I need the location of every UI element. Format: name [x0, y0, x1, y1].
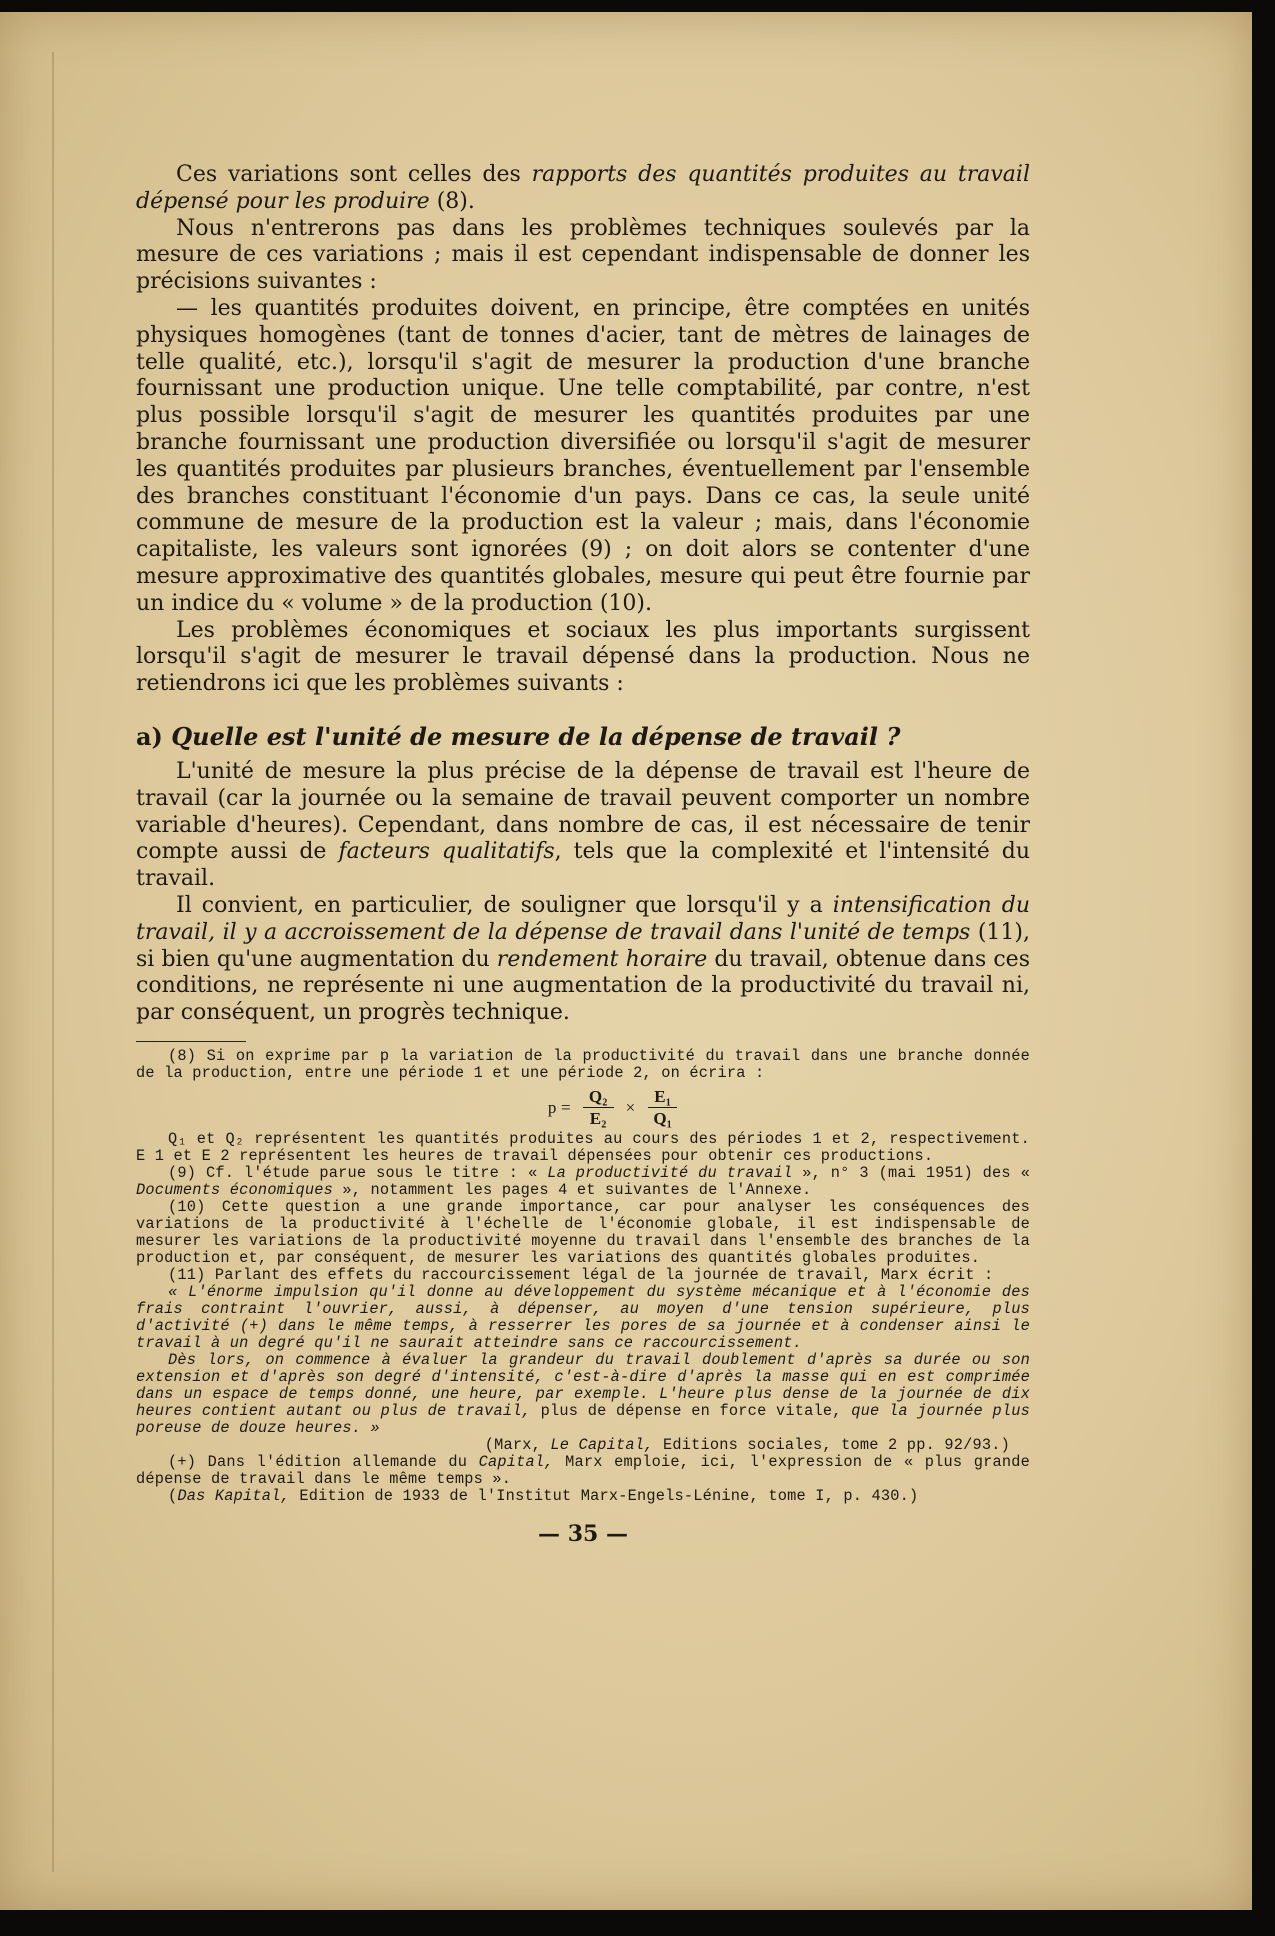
paragraph-4: Les problèmes économiques et sociaux les plus importants surgissent lorsqu'il s'agit de mesurer le travail dépensé dans la production. Nous ne retiendrons ici que les problèmes suivants :	[136, 617, 1030, 697]
formula-fraction-1: $\frac{\text{Q₂}}{\text{E₂}}$	[583, 1088, 614, 1127]
page-fold-line	[52, 52, 54, 1872]
footnote-8-explanation: Q₁ et Q₂ représentent les quantités produites au cours des périodes 1 et 2, respectivement. E 1 et E 2 représentent les heures de travail dépensées pour obtenir ces productions.	[136, 1129, 1030, 1165]
footnote-11-quote-1: « L'énorme impulsion qu'il donne au développement du système mécanique et à l'économie des frais contraint l'ouvrier, aussi, à dépenser, au moyen d'une tension supérieure, plus d'activité (+) dans le même temps, à resserrer les pores de sa journée et à condenser ainsi le travail à un degré qu'il ne saurait atteindre sans ce raccourcissement.	[136, 1282, 1030, 1352]
section-title: Quelle est l'unité de mesure de la dépense de travail ?	[171, 721, 901, 751]
section-marker: a)	[136, 721, 163, 751]
formula-lhs: p =	[547, 1097, 571, 1117]
paragraph-1: Ces variations sont celles des rapports des quantités produites au travail dépensé pour les produire (8).	[136, 162, 1030, 214]
page-content	[136, 162, 1030, 1547]
footnote-separator	[136, 1041, 246, 1042]
section-body	[136, 759, 1030, 1027]
das-kapital-citation: (Das Kapital, Edition de 1933 de l'Institut Marx-Engels-Lénine, tome I, p. 430.)	[168, 1486, 919, 1505]
body-text	[136, 162, 1030, 698]
section-heading	[136, 722, 1030, 751]
footnote-11-quote-2: Dès lors, on commence à évaluer la grandeur du travail doublement d'après sa durée ou son extension et d'après son degré d'intensité, c'est-à-dire d'après la masse qui en est comprimée dans un espace de temps donné, une heure, par exemple. L'heure plus dense de la journée de dix heures contient autant ou plus de travail, plus de dépense en force vitale, que la journée plus poreuse de douze heures. »	[136, 1350, 1030, 1437]
footnote-plus: (+) Dans l'édition allemande du Capital, Marx emploie, ici, l'expression de « plus grande dépense de travail dans le même temps ».	[136, 1452, 1030, 1488]
paragraph-2: Nous n'entrerons pas dans les problèmes techniques soulevés par la mesure de ces variations ; mais il est cependant indispensable de donner les précisions suivantes :	[136, 215, 1030, 295]
paragraph-6: Il convient, en particulier, de souligner que lorsqu'il y a intensification du travail, il y a accroissement de la dépense de travail dans l'unité de temps (11), si bien qu'une augmentation du rendement horaire du travail, obtenue dans ces conditions, ne représente ni une augmentation de la productivité du travail ni, par conséquent, un progrès technique.	[136, 892, 1031, 1026]
footnote-11: (11) Parlant des effets du raccourcissement légal de la journée de travail, Marx écrit :	[168, 1265, 994, 1284]
footnote-9: (9) Cf. l'étude parue sous le titre : « La productivité du travail », n° 3 (mai 1951) des « Documents économiques », notamment les pages 4 et suivantes de l'Annexe.	[136, 1163, 1030, 1199]
book-page	[0, 12, 1252, 1910]
marx-citation: (Marx, Le Capital, Editions sociales, tome 2 pp. 92/93.)	[484, 1435, 1010, 1454]
paragraph-3: — les quantités produites doivent, en principe, être comptées en unités physiques homogènes (tant de tonnes d'acier, tant de mètres de lainages de telle qualité, etc.), lorsqu'il s'agit de mesurer la production d'une branche fournissant une production unique. Une telle comptabilité, par contre, n'est plus possible lorsqu'il s'agit de mesurer les quantités produites par une branche fournissant une production diversifiée ou lorsqu'il s'agit de mesurer les quantités produites par plusieurs branches, éventuellement par l'ensemble des branches constituant l'économie d'un pays. Dans ce cas, la seule unité commune de mesure de la production est la valeur ; mais, dans l'économie capitaliste, les valeurs sont ignorées (9) ; on doit alors se contenter d'une mesure approximative des quantités globales, mesure qui peut être fournie par un indice du « volume » de la production (10).	[136, 295, 1030, 616]
footnotes	[136, 1048, 1030, 1505]
footnote-10: (10) Cette question a une grande importance, car pour analyser les conséquences des variations de la productivité à l'échelle de l'économie globale, il est indispensable de mesurer les variations de la productivité moyenne du travail dans l'ensemble des branches de la production et, par conséquent, de mesurer les variations des quantités globales produites.	[136, 1197, 1030, 1267]
footnote-8: (8) Si on exprime par p la variation de la productivité du travail dans une branche donnée de la production, entre une période 1 et une période 2, on écrira :	[136, 1046, 1030, 1082]
productivity-formula	[136, 1088, 1030, 1127]
formula-fraction-2: $\frac{\text{E₁}}{\text{Q₁}}$	[647, 1088, 678, 1127]
formula-times: ×	[625, 1097, 636, 1117]
paragraph-5: L'unité de mesure la plus précise de la dépense de travail est l'heure de travail (car la journée ou la semaine de travail peuvent comporter un nombre variable d'heures). Cependant, dans nombre de cas, il est nécessaire de tenir compte aussi de facteurs qualitatifs, tels que la complexité et l'intensité du travail.	[136, 758, 1030, 892]
page-number: — 35 —	[538, 1520, 628, 1547]
